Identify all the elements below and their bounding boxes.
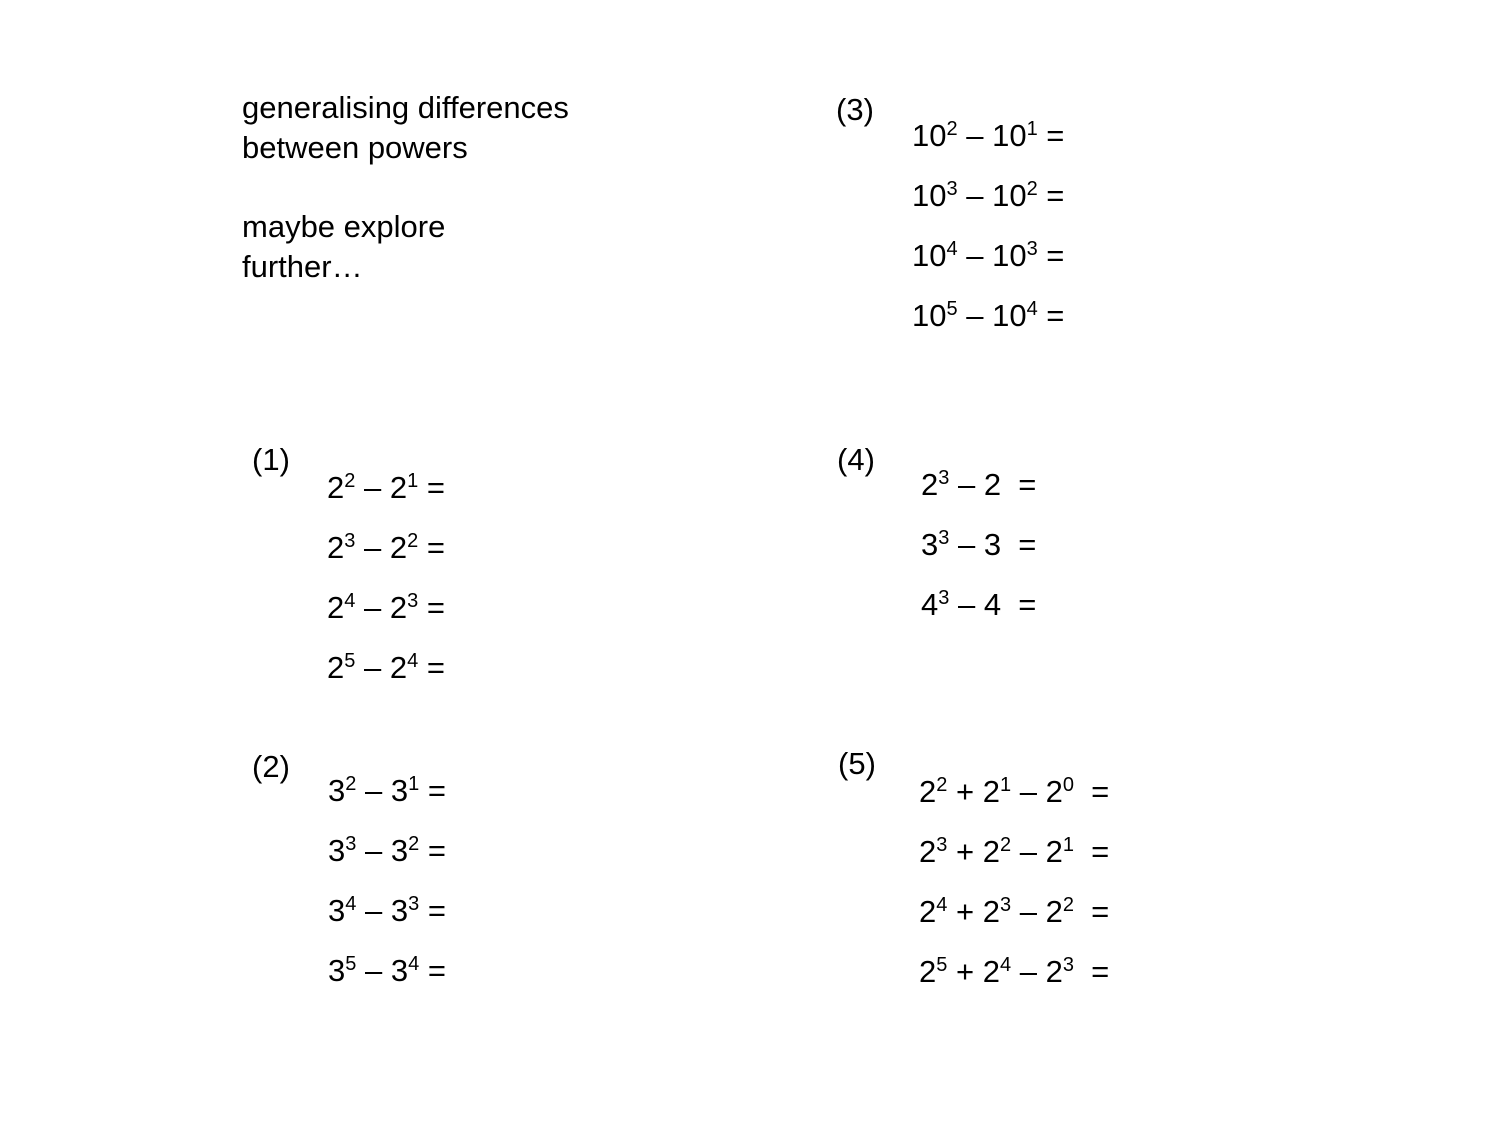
section-1-row: $2^2 - 2^1$ =: [327, 470, 445, 505]
section-1-row: $2^5 - 2^4$ =: [327, 650, 445, 685]
section-5-row: $2^2 + 2^1 - 2^0$ =: [919, 774, 1110, 809]
section-3-label: (3): [836, 92, 874, 127]
section-4-row: $3^3 - 3$ =: [921, 527, 1037, 562]
section-2-row: $3^2 - 3^1$ =: [328, 773, 446, 808]
section-3-row: $10^3 - 10^2$ =: [912, 178, 1065, 213]
section-3-row: $10^4 - 10^3$ =: [912, 238, 1065, 273]
section-2-row: $3^3 - 3^2$ =: [328, 833, 446, 868]
section-4-row: $4^3 - 4$ =: [921, 587, 1037, 622]
section-1-row: $2^4 - 2^3$ =: [327, 590, 445, 625]
section-1-label: (1): [252, 442, 290, 477]
section-1-row: $2^3 - 2^2$ =: [327, 530, 445, 565]
intro-note-line1: maybe explore: [242, 209, 446, 244]
intro-title-line1: generalising differences: [242, 90, 569, 125]
intro-spacer: [242, 168, 569, 207]
intro-note-line2: further…: [242, 249, 363, 284]
intro-block: [242, 88, 569, 287]
section-3-row: $10^2 - 10^1$ =: [912, 118, 1065, 153]
section-4-label: (4): [837, 442, 875, 477]
section-2-row: $3^4 - 3^3$ =: [328, 893, 446, 928]
section-4-row: $2^3 - 2$ =: [921, 467, 1037, 502]
section-5-row: $2^3 + 2^2 - 2^1$ =: [919, 834, 1110, 869]
section-3-row: $10^5 - 10^4$ =: [912, 298, 1065, 333]
section-5-label: (5): [838, 746, 876, 781]
section-2-label: (2): [252, 749, 290, 784]
section-5-row: $2^4 + 2^3 - 2^2$ =: [919, 894, 1110, 929]
section-2-row: $3^5 - 3^4$ =: [328, 953, 446, 988]
intro-title-line2: between powers: [242, 130, 468, 165]
section-5-row: $2^5 + 2^4 - 2^3$ =: [919, 954, 1110, 989]
